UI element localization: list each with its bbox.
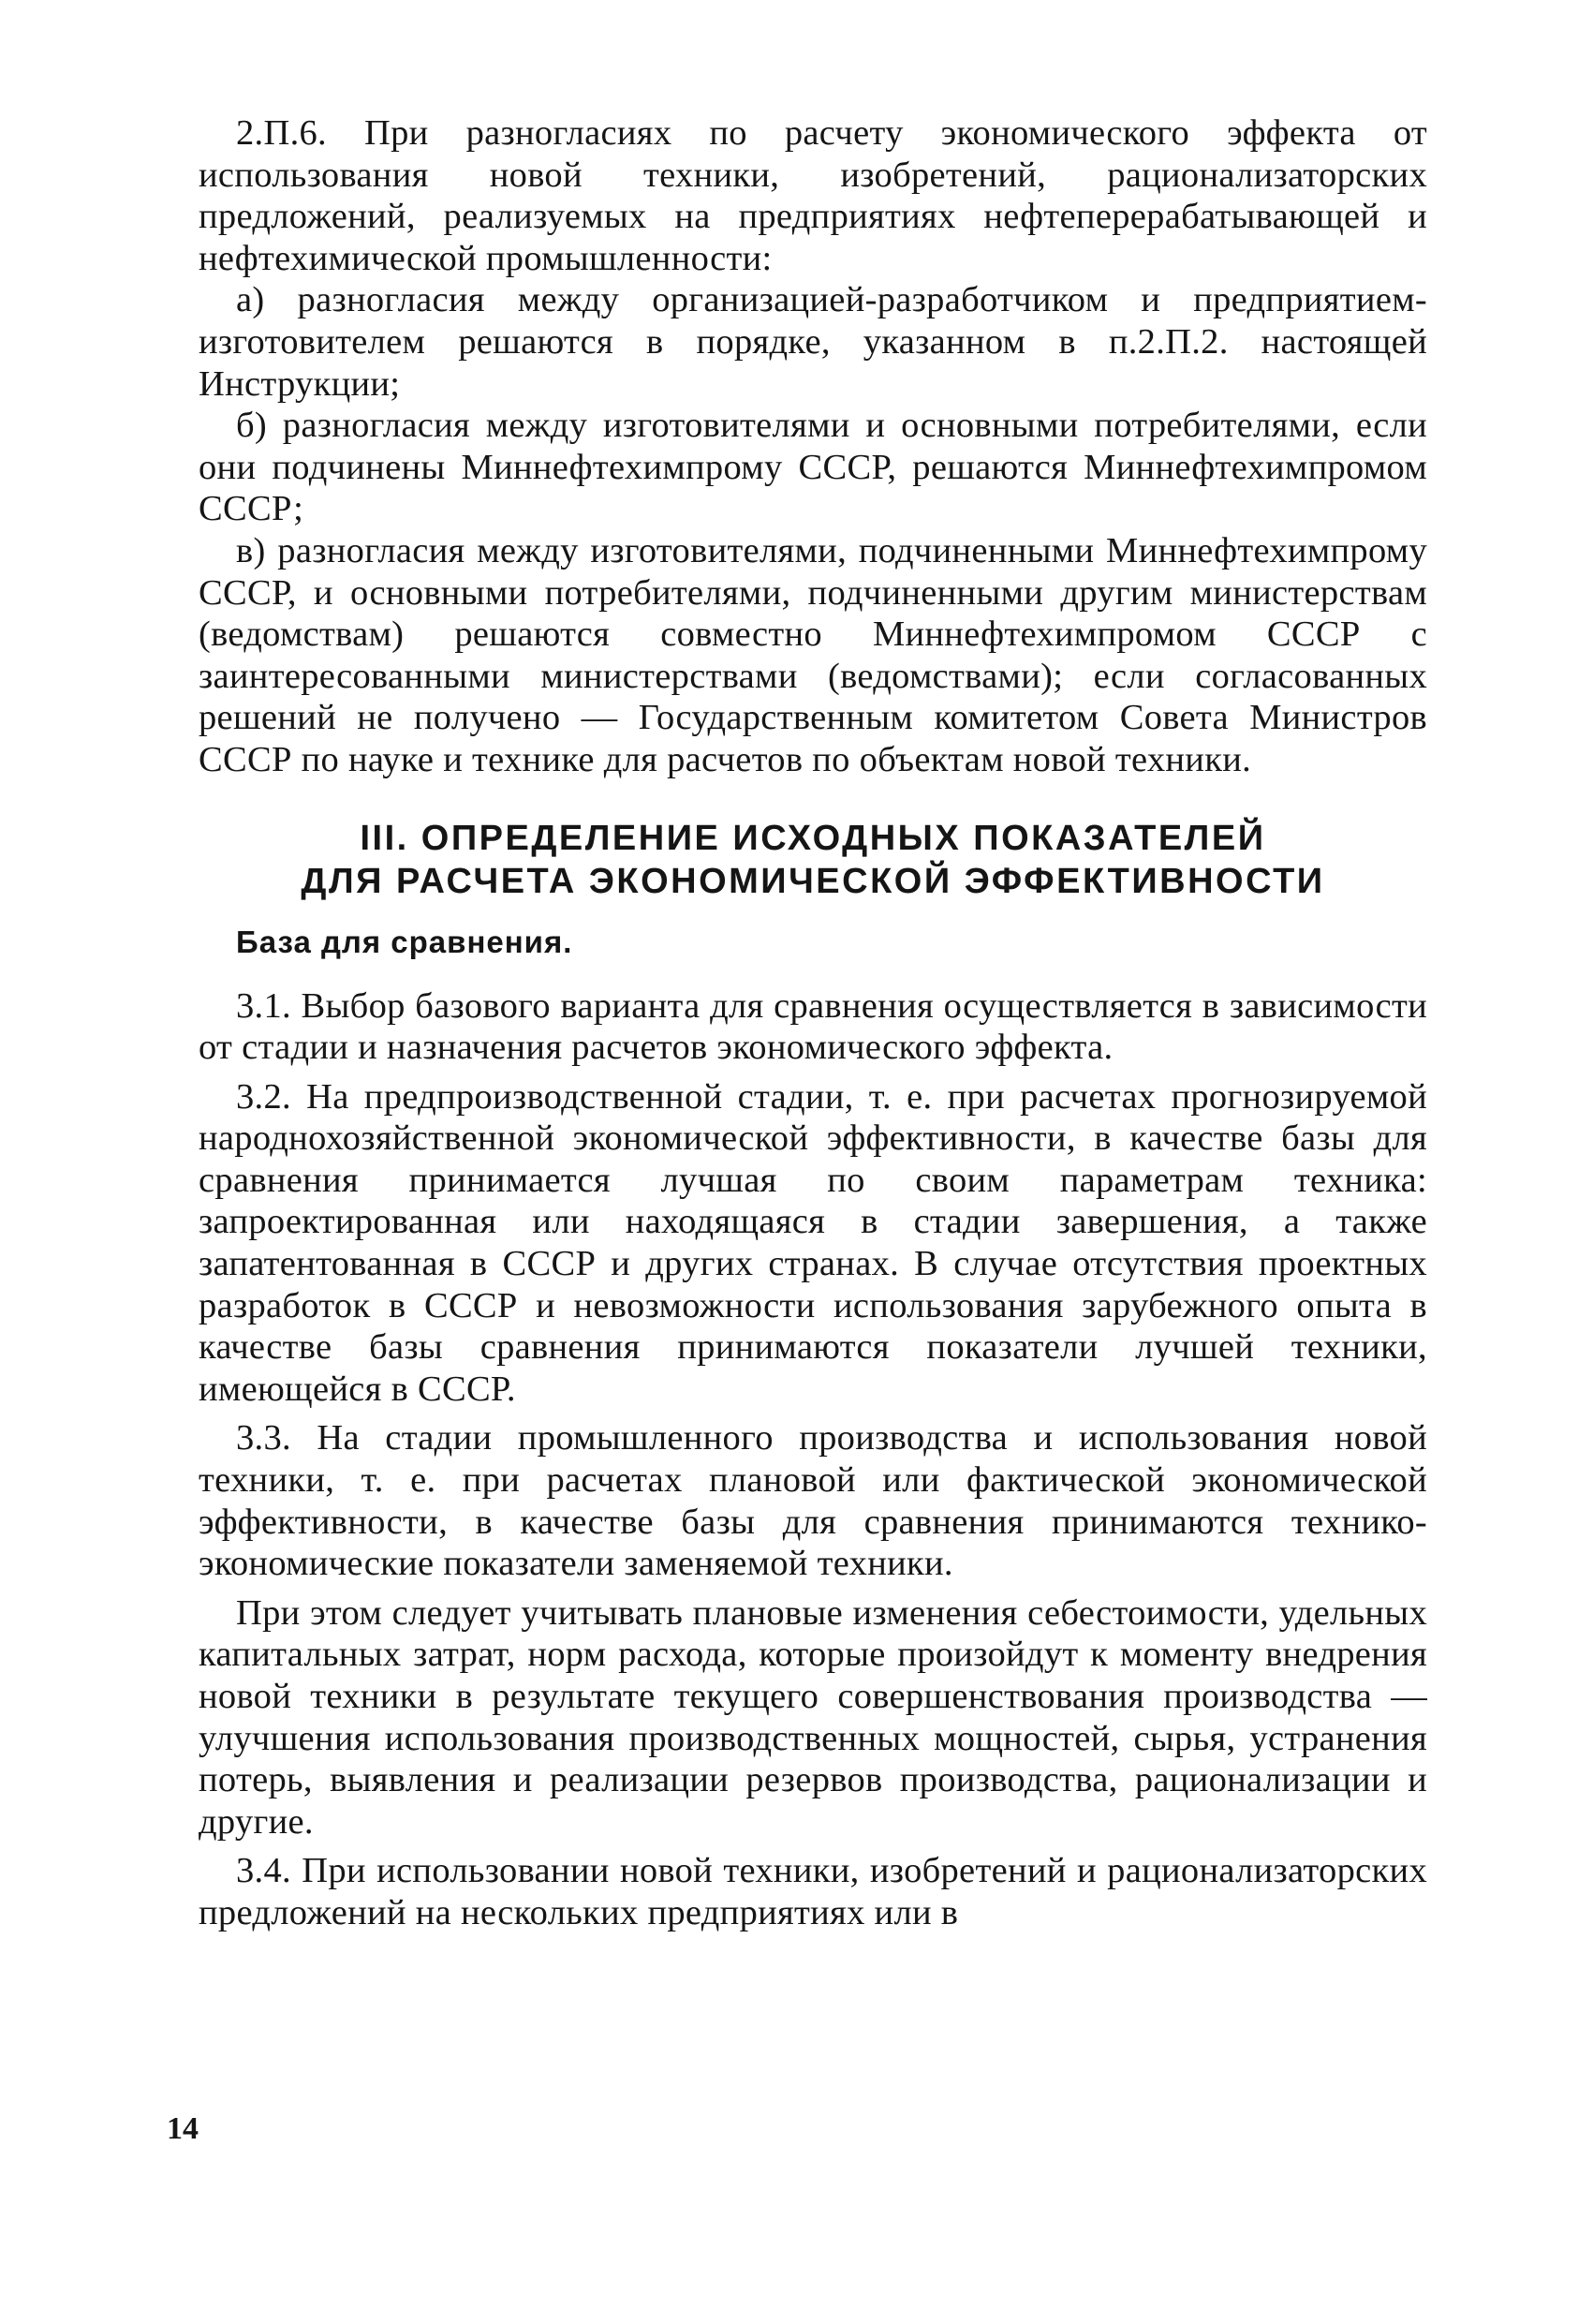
paragraph-3-2: 3.2. На предпроизводственной стадии, т. е. при расчетах прогнозируемой народнохозяйственной экономической эффективности, в качестве базы для сравнения принимается лучшая по своим параметрам техника: запроектированная или находящаяся в стадии завершения, а также запатентованная в СССР и других странах. В случае отсутствия проектных разработок в СССР и невозможности использования зарубежного опыта в качестве базы сравнения принимаются показатели лучшей техники, имеющейся в СССР. <box>199 1076 1427 1409</box>
section-heading-line-1: III. ОПРЕДЕЛЕНИЕ ИСХОДНЫХ ПОКАЗАТЕЛЕЙ <box>360 818 1266 858</box>
page-body <box>199 112 1427 1934</box>
paragraph-gap <box>199 1585 1427 1592</box>
paragraph-2-p-6: 2.П.6. При разногласиях по расчету экономического эффекта от использования новой техники, изобретений, рационализаторских предложений, реализуемых на предприятиях нефтеперерабатывающей и нефтехимической промышленности: <box>199 113 1427 278</box>
page-number: 14 <box>167 2111 199 2146</box>
paragraph-gap <box>199 1843 1427 1850</box>
paragraph-3-1: 3.1. Выбор базового варианта для сравнения осуществляется в зависимости от стадии и назначения расчетов экономического эффекта. <box>199 985 1427 1068</box>
paragraph-3-4: 3.4. При использовании новой техники, изобретений и рационализаторских предложений на нескольких предприятиях или в <box>199 1851 1427 1932</box>
paragraph-3-3: 3.3. На стадии промышленного производства и использования новой техники, т. е. при расчетах плановой или фактической экономической эффективности, в качестве базы для сравнения принимаются технико-экономические показатели заменяемой техники. <box>199 1418 1427 1584</box>
paragraph-item-b: б) разногласия между изготовителями и основными потребителями, если они подчинены Миннефтехимпрому СССР, решаются Миннефтехимпромом СССР; <box>199 406 1427 529</box>
paragraph-gap <box>199 1069 1427 1076</box>
section-heading-line-2: ДЛЯ РАСЧЕТА ЭКОНОМИЧЕСКОЙ ЭФФЕКТИВНОСТИ <box>301 861 1325 901</box>
subheading-comparison-base: База для сравнения. <box>236 924 573 959</box>
paragraph-gap <box>199 1410 1427 1417</box>
paragraph-3-3-continued: При этом следует учитывать плановые изменения себестоимости, удельных капитальных затрат, норм расхода, которые произойдут к моменту внедрения новой техники в результате текущего совершенствования производства — улучшения использования производственных мощностей, сырья, устранения потерь, выявления и реализации резервов производства, рационализации и другие. <box>199 1592 1427 1842</box>
paragraph-item-v: в) разногласия между изготовителями, подчиненными Миннефтехимпрому СССР, и основными потребителями, подчиненными другим министерствам (ведомствам) решаются совместно Миннефтехимпромом СССР с заинтересованными министерствами (ведомствами); если согласованных решений не получено — Государственным комитетом Совета Министров СССР по науке и технике для расчетов по объектам новой техники. <box>199 530 1427 779</box>
section-heading <box>199 817 1427 903</box>
paragraph-item-a: а) разногласия между организацией-разработчиком и предприятием-изготовителем решаются в порядке, указанном в п.2.П.2. настоящей Инструкции; <box>199 280 1427 404</box>
